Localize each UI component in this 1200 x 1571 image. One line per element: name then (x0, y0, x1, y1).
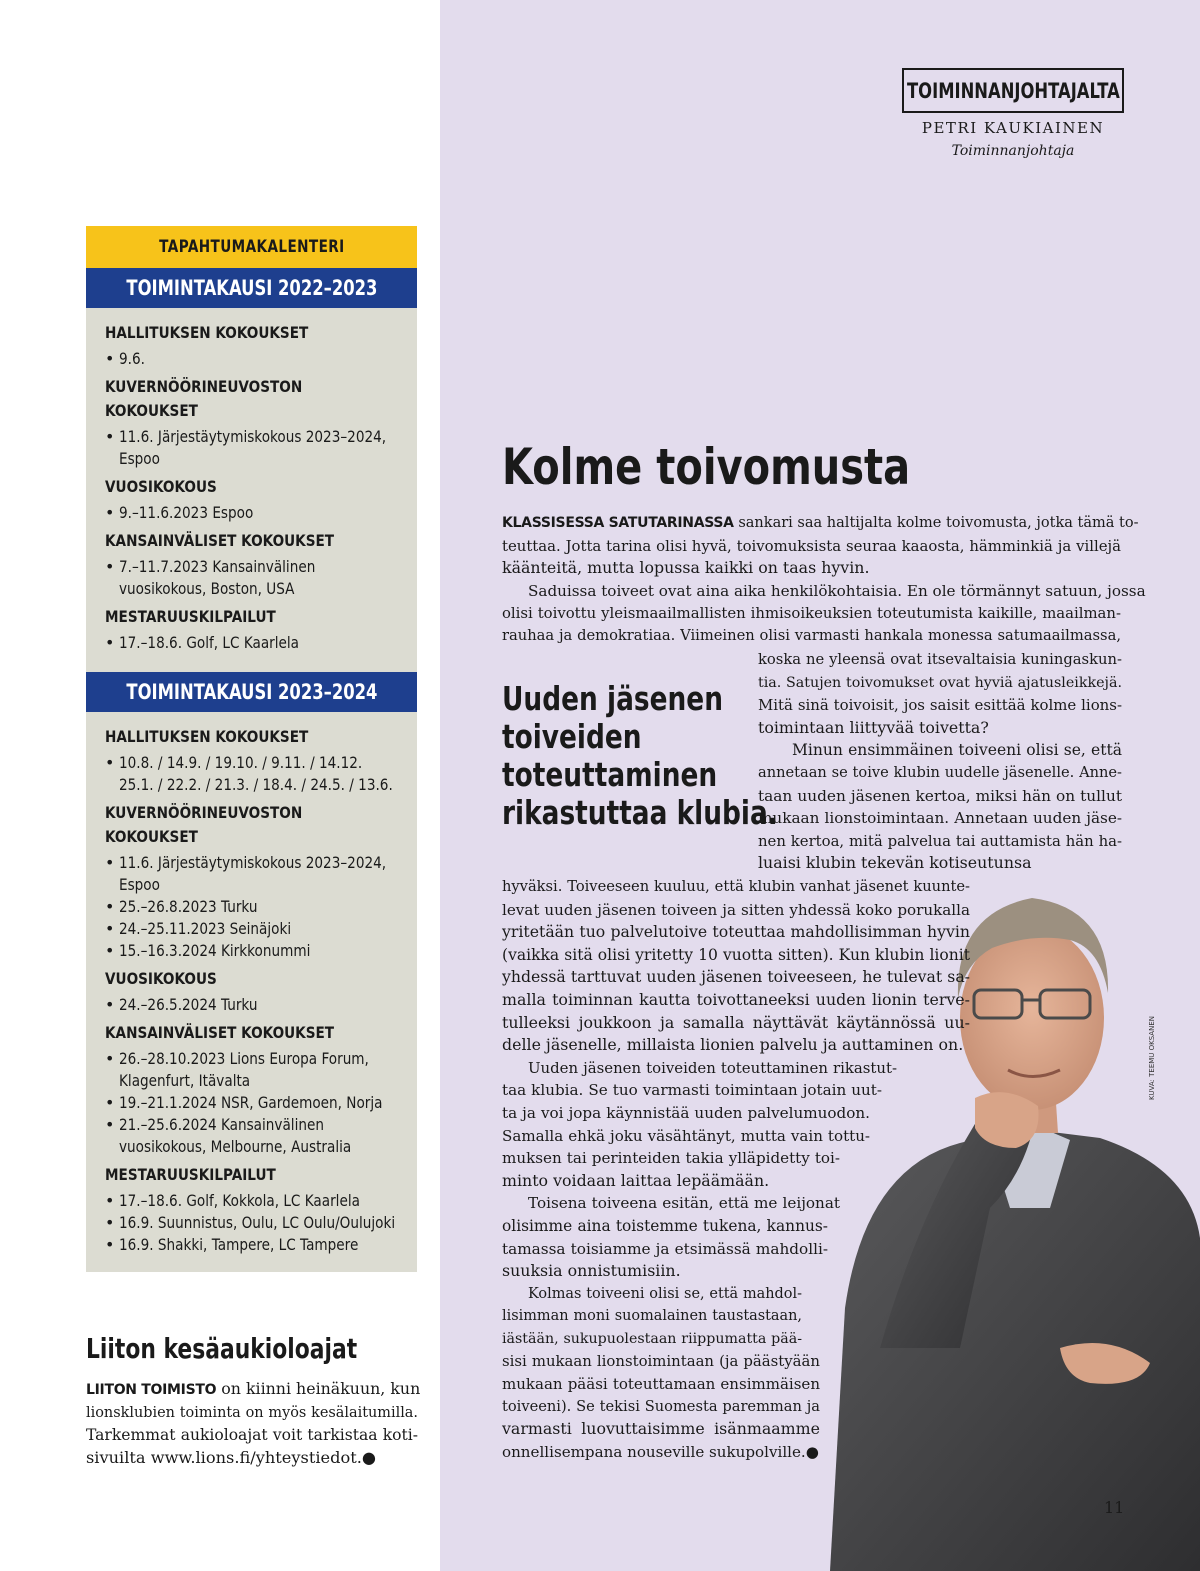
event-group-heading: MESTARUUSKILPAILUT (105, 607, 276, 626)
event-group-heading: VUOSIKOKOUS (105, 477, 217, 496)
event-item: Espoo (119, 875, 160, 894)
event-group-heading: KOKOUKSET (105, 827, 198, 846)
event-group-heading: KANSAINVÄLISET KOKOUKSET (105, 1023, 335, 1042)
photo-credit: KUVA: TEEMU OKSANEN (1148, 1016, 1156, 1100)
event-item: Espoo (119, 449, 160, 468)
opening-hours-lead: LIITON TOIMISTO (86, 1382, 217, 1398)
season-events (86, 308, 417, 672)
event-group-heading: MESTARUUSKILPAILUT (105, 1165, 276, 1184)
article-body-main: hyväksi. Toiveeseen kuuluu, että klubin vanhat jäsenet kuunte- levat uuden jäsenen toiveen ja sitten yhdessä koko porukalla yritetään tuo palvelutoive toteuttaa mahdollisimman hyvin (vaikka sitä olisi yritetty 10 vuotta sitten). Kun klubin lionit yhdessä tarttuvat uuden jäsenen toiveeseen, he tulevat sa- malla toiminnan kautta toivottaneeksi uuden lionin terve- tulleeksi joukkoon ja samalla näyttävät käytännössä uu- delle jäsenelle, millaista lionien palvelu ja auttaminen on. Uuden jäsenen toiveiden toteuttaminen rikastut- taa klubia. Se tuo varmasti toimintaan jotain uut- ta ja voi jopa käynnistää uuden palvelumuodon. Samalla ehkä joku väsähtänyt, mutta vain tottu- muksen tai perinteiden takia ylläpidetty toi- minto voidaan laittaa lepäämään. Toisena toiveena esitän, että me leijonat olisimme aina toistemme tukena, kannus- tamassa toisiamme ja etsimässä mahdolli- suuksia onnistumisiin. Kolmas toiveeni olisi se, että mahdol- lisimman moni suomalainen taustastaan, iästään, sukupuolestaan riippumatta pää- sisi mukaan lionstoimintaan (ja päästyään mukaan pääsi toteuttamaan ensimmäisen toiveeni). Se tekisi Suomesta paremman ja varmasti luovuttaisimme isänmaamme onnellisempana nouseville sukupolville.● (502, 878, 970, 1461)
event-item: • 7.–11.7.2023 Kansainvälinen (105, 556, 403, 578)
season-title: TOIMINTAKAUSI 2023–2024 (86, 672, 417, 712)
event-group-heading: KUVERNÖÖRINEUVOSTON (105, 803, 303, 822)
event-group-heading: KANSAINVÄLISET KOKOUKSET (105, 531, 335, 550)
pull-quote: Uuden jäsenen toiveiden toteuttaminen rikastuttaa klubia. (502, 679, 778, 832)
opening-hours-text: LIITON TOIMISTO on kiinni heinäkuun, kun lionsklubien toiminta on myös kesälaitumilla. Tarkemmat aukioloajat voit tarkistaa koti- sivuilta www.lions.fi/yhteystiedot.● (86, 1379, 421, 1467)
event-item: • 25.–26.8.2023 Turku (105, 896, 403, 918)
event-item: • 24.–26.5.2024 Turku (105, 994, 403, 1016)
event-item: • 17.–18.6. Golf, Kokkola, LC Kaarlela (105, 1190, 403, 1212)
author-name: PETRI KAUKIAINEN (921, 119, 1105, 137)
event-item: • 24.–25.11.2023 Seinäjoki (105, 918, 403, 940)
article-lead: KLASSISESSA SATUTARINASSA (502, 515, 734, 531)
event-item: • 26.–28.10.2023 Lions Europa Forum, (105, 1048, 403, 1070)
season-title: TOIMINTAKAUSI 2022–2023 (86, 268, 417, 308)
event-item: • 21.–25.6.2024 Kansainvälinen (105, 1114, 403, 1136)
event-item: vuosikokous, Melbourne, Australia (119, 1137, 352, 1156)
event-item: • 11.6. Järjestäytymiskokous 2023–2024, (105, 852, 403, 874)
event-group-heading: KUVERNÖÖRINEUVOSTON (105, 377, 303, 396)
event-group-heading: HALLITUKSEN KOKOUKSET (105, 727, 309, 746)
event-item: • 16.9. Suunnistus, Oulu, LC Oulu/Oulujoki (105, 1212, 403, 1234)
season-events (86, 712, 417, 1272)
event-item: vuosikokous, Boston, USA (119, 579, 295, 598)
event-item: • 17.–18.6. Golf, LC Kaarlela (105, 632, 403, 654)
event-item: • 9.6. (105, 348, 403, 370)
article-body-intro: KLASSISESSA SATUTARINASSA sankari saa haltijalta kolme toivomusta, jotka tämä to- teuttaa. Jotta tarina olisi hyvä, toivomuksista seuraa kaaosta, hämminkiä ja villejä käänteitä, mutta lopussa kaikki on taas hyvin. Saduissa toiveet ovat aina aika henkilökohtaisia. En ole törmännyt satuun, jossa olisi toivottu yleismaailmallisten ihmisoikeuksien toteutumista kaikille, maailman- rauhaa ja demokratiaa. Viimeinen olisi varmasti hankala monessa satumaailmassa, (502, 515, 1146, 644)
section-label: TOIMINNANJOHTAJALTA (902, 68, 1124, 113)
event-item: • 16.9. Shakki, Tampere, LC Tampere (105, 1234, 403, 1256)
page-number: 11 (1104, 1498, 1125, 1517)
event-item: Klagenfurt, Itävalta (119, 1071, 251, 1090)
event-item: • 19.–21.1.2024 NSR, Gardemoen, Norja (105, 1092, 403, 1114)
event-group-heading: KOKOUKSET (105, 401, 198, 420)
event-item: • 11.6. Järjestäytymiskokous 2023–2024, (105, 426, 403, 448)
event-group-heading: VUOSIKOKOUS (105, 969, 217, 988)
author-role: Toiminnanjohtaja (951, 143, 1075, 159)
opening-hours-title: Liiton kesäaukioloajat (86, 1332, 358, 1365)
event-item: • 9.–11.6.2023 Espoo (105, 502, 403, 524)
event-item: • 10.8. / 14.9. / 19.10. / 9.11. / 14.12. (105, 752, 403, 774)
calendar-title: TAPAHTUMAKALENTERI (86, 226, 417, 268)
event-item: 25.1. / 22.2. / 21.3. / 18.4. / 24.5. / 13.6. (119, 775, 393, 794)
article-body-column: koska ne yleensä ovat itsevaltaisia kuningaskun- tia. Satujen toivomukset ovat hyviä ajatusleikkejä. Mitä sinä toivoisit, jos saisit esittää kolme lions- toimintaan liittyvää toivetta? Minun ensimmäinen toiveeni olisi se, että annetaan se toive klubin uudelle jäsenelle. Anne- taan uuden jäsenen kertoa, miksi hän on tullut mukaan lionstoimintaan. Annetaan uuden jäse- nen kertoa, mitä palvelua tai auttamista hän ha- luaisi klubin tekevän kotiseutunsa (758, 651, 1122, 873)
event-group-heading: HALLITUKSEN KOKOUKSET (105, 323, 309, 342)
event-calendar (86, 226, 417, 1272)
event-item: • 15.–16.3.2024 Kirkkonummi (105, 940, 403, 962)
article-headline: Kolme toivomusta (502, 438, 911, 496)
